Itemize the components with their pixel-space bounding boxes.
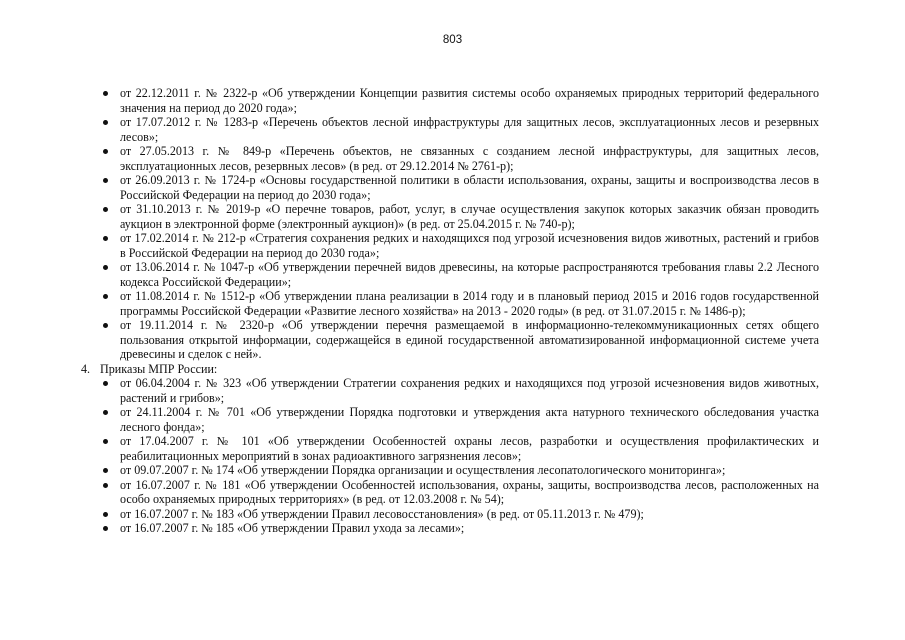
list-item-text: от 16.07.2007 г. № 181 «Об утверждении Особенностей использования, охраны, защиты, воспроизводства лесов, расположенных на особо охраняемых природных территориях» (в ред. от 12.03.2008 г. № 54); <box>120 477 819 506</box>
list-item <box>99 434 819 463</box>
bullet-icon <box>103 512 108 517</box>
list-item <box>99 521 819 536</box>
bullet-icon <box>103 439 108 444</box>
section-title: Приказы МПР России: <box>100 361 218 376</box>
bullet-icon <box>103 120 108 125</box>
list-item <box>99 202 819 231</box>
bullet-list-orders-mpr <box>99 376 819 536</box>
list-item-text: от 13.06.2014 г. № 1047-р «Об утверждении перечней видов древесины, на которые распространяются требования главы 2.2 Лесного кодекса Российской Федерации»; <box>120 260 819 289</box>
list-item-text: от 17.02.2014 г. № 212-р «Стратегия сохранения редких и находящихся под угрозой исчезновения видов животных, растений и грибов в Российской Федерации на период до 2030 года»; <box>120 231 819 260</box>
bullet-list-orders-government <box>99 86 819 362</box>
bullet-icon <box>103 91 108 96</box>
bullet-icon <box>103 178 108 183</box>
bullet-icon <box>103 526 108 531</box>
document-body <box>81 86 819 536</box>
bullet-icon <box>103 468 108 473</box>
list-item-text: от 16.07.2007 г. № 185 «Об утверждении Правил ухода за лесами»; <box>120 521 465 535</box>
list-item-text: от 26.09.2013 г. № 1724-р «Основы государственной политики в области использования, охраны, защиты и воспроизводства лесов в Российской Федерации на период до 2030 года»; <box>120 173 819 202</box>
list-item-text: от 16.07.2007 г. № 183 «Об утверждении Правил лесовосстановления» (в ред. от 05.11.2013 г. № 479); <box>120 506 644 521</box>
bullet-icon <box>103 410 108 415</box>
list-item-text: от 09.07.2007 г. № 174 «Об утверждении Порядка организации и осуществления лесопатологического мониторинга»; <box>120 463 726 477</box>
bullet-icon <box>103 381 108 386</box>
list-item <box>99 115 819 144</box>
list-item-text: от 31.10.2013 г. № 2019-р «О перечне товаров, работ, услуг, в случае осуществления закупок которых заказчик обязан проводить аукцион в электронной форме (электронный аукцион)» (в ред. от 25.04.2015 г. № 740-р); <box>120 202 819 231</box>
list-item-text: от 11.08.2014 г. № 1512-р «Об утверждении плана реализации в 2014 году и в плановый период 2015 и 2016 годов государственной программы Российской Федерации «Развитие лесного хозяйства» на 2013 - 2020 годы» (в ред. от 31.07.2015 г. № 1486-р); <box>120 289 819 318</box>
list-item <box>99 405 819 434</box>
list-item-text: от 22.12.2011 г. № 2322-р «Об утверждении Концепции развития системы особо охраняемых природных территорий федерального значения на период до 2020 года»; <box>120 86 819 115</box>
list-item-text: от 27.05.2013 г. № 849-р «Перечень объектов, не связанных с созданием лесной инфраструктуры, для защитных лесов, эксплуатационных лесов, резервных лесов» (в ред. от 29.12.2014 № 2761-р); <box>120 144 819 173</box>
list-item-text: от 17.04.2007 г. № 101 «Об утверждении Особенностей охраны лесов, разработки и осуществления профилактических и реабилитационных мероприятий в зонах радиоактивного загрязнения лесов»; <box>120 434 819 463</box>
bullet-icon <box>103 265 108 270</box>
list-item <box>99 173 819 202</box>
bullet-icon <box>103 207 108 212</box>
bullet-icon <box>103 149 108 154</box>
section-heading <box>81 362 819 377</box>
list-item <box>99 478 819 507</box>
list-item-text: от 17.07.2012 г. № 1283-р «Перечень объектов лесной инфраструктуры для защитных лесов, эксплуатационных лесов и резервных лесов»; <box>120 115 819 144</box>
list-item <box>99 86 819 115</box>
list-item <box>99 260 819 289</box>
list-item <box>99 289 819 318</box>
bullet-icon <box>103 483 108 488</box>
list-item <box>99 507 819 522</box>
bullet-icon <box>103 323 108 328</box>
bullet-icon <box>103 236 108 241</box>
bullet-icon <box>103 294 108 299</box>
list-item <box>99 318 819 362</box>
page-number: 803 <box>442 34 463 46</box>
list-item-text: от 19.11.2014 г. № 2320-р «Об утверждении перечня размещаемой в информационно-телекоммуникационных сетях общего пользования открытой информации, содержащейся в единой государственной автоматизированной информационной системе учета древесины и сделок с ней». <box>120 318 819 361</box>
section-number: 4. <box>81 361 91 376</box>
list-item <box>99 231 819 260</box>
list-item-text: от 24.11.2004 г. № 701 «Об утверждении Порядка подготовки и утверждения акта натурного технического обследования участка лесного фонда»; <box>120 405 819 434</box>
list-item <box>99 376 819 405</box>
list-item <box>99 144 819 173</box>
list-item <box>99 463 819 478</box>
list-item-text: от 06.04.2004 г. № 323 «Об утверждении Стратегии сохранения редких и находящихся под угрозой исчезновения видов животных, растений и грибов»; <box>120 376 819 405</box>
